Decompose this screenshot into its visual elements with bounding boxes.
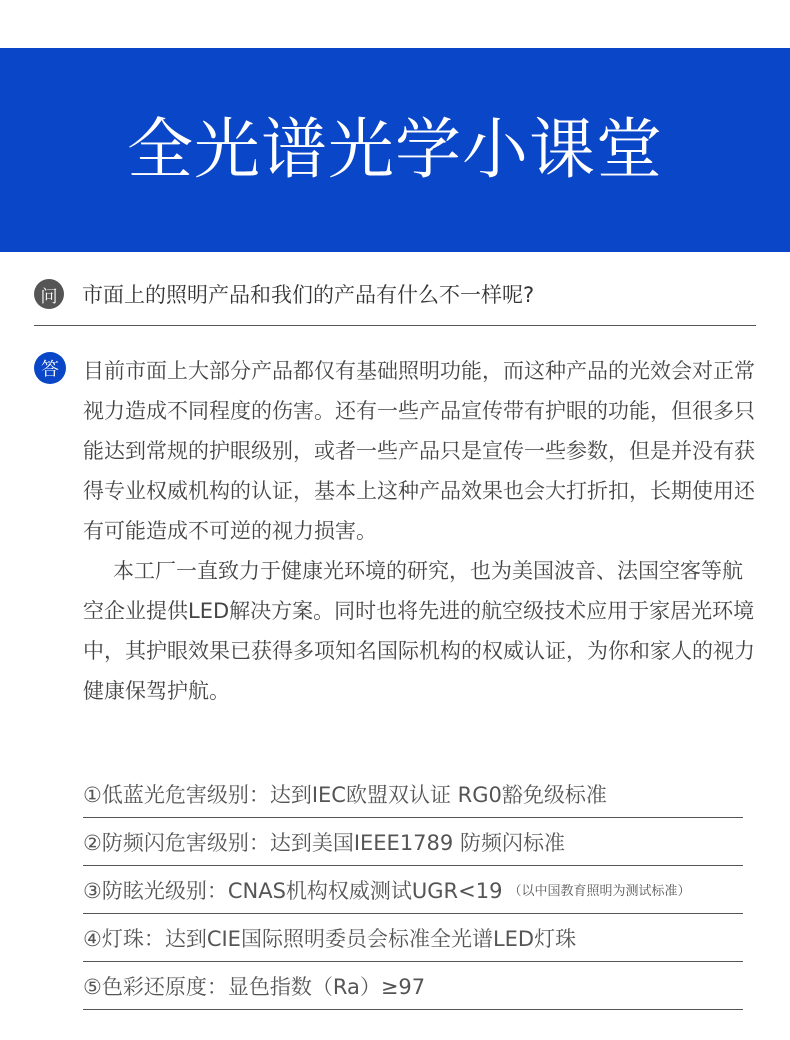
feature-text: ③防眩光级别：CNAS机构权威测试UGR<19 — [83, 878, 503, 903]
feature-note: （以中国教育照明为测试标准） — [508, 884, 691, 899]
question-badge: 问 — [34, 279, 64, 309]
title-banner — [0, 48, 790, 252]
answer-paragraph-1: 目前市面上大部分产品都仅有基础照明功能，而这种产品的光效会对正常视力造成不同程度的伤害。还有一些产品宣传带有护眼的功能，但很多只能达到常规的护眼级别，或者一些产品只是宣传一些参数，但是并没有获得专业权威机构的认证，基本上这种产品效果也会大打折扣，长期使用还有可能造成不可逆的视力损害。 — [83, 359, 755, 543]
feature-item-led-beads — [83, 914, 743, 962]
feature-item-blue-light — [83, 770, 743, 818]
feature-text: ④灯珠：达到CIE国际照明委员会标准全光谱LED灯珠 — [83, 926, 577, 951]
feature-text: ⑤色彩还原度：显色指数（Ra）≥97 — [83, 974, 426, 999]
page-title: 全光谱光学小课堂 — [127, 111, 663, 188]
feature-text: ①低蓝光危害级别：达到IEC欧盟双认证 RG0豁免级标准 — [83, 782, 607, 807]
feature-item-color-rendering — [83, 962, 743, 1010]
feature-list — [83, 770, 743, 1010]
feature-item-glare — [83, 866, 743, 914]
feature-text: ②防频闪危害级别：达到美国IEEE1789 防频闪标准 — [83, 830, 565, 855]
question-text: 市面上的照明产品和我们的产品有什么不一样呢? — [82, 283, 535, 307]
answer-body — [83, 351, 759, 711]
question-row — [34, 276, 756, 312]
answer-badge: 答 — [34, 352, 66, 384]
feature-item-flicker — [83, 818, 743, 866]
answer-paragraph-2: 本工厂一直致力于健康光环境的研究，也为美国波音、法国空客等航空企业提供LED解决方案。同时也将先进的航空级技术应用于家居光环境中，其护眼效果已获得多项知名国际机构的权威认证，为你和家人的视力健康保驾护航。 — [83, 559, 755, 703]
question-divider — [34, 325, 756, 326]
